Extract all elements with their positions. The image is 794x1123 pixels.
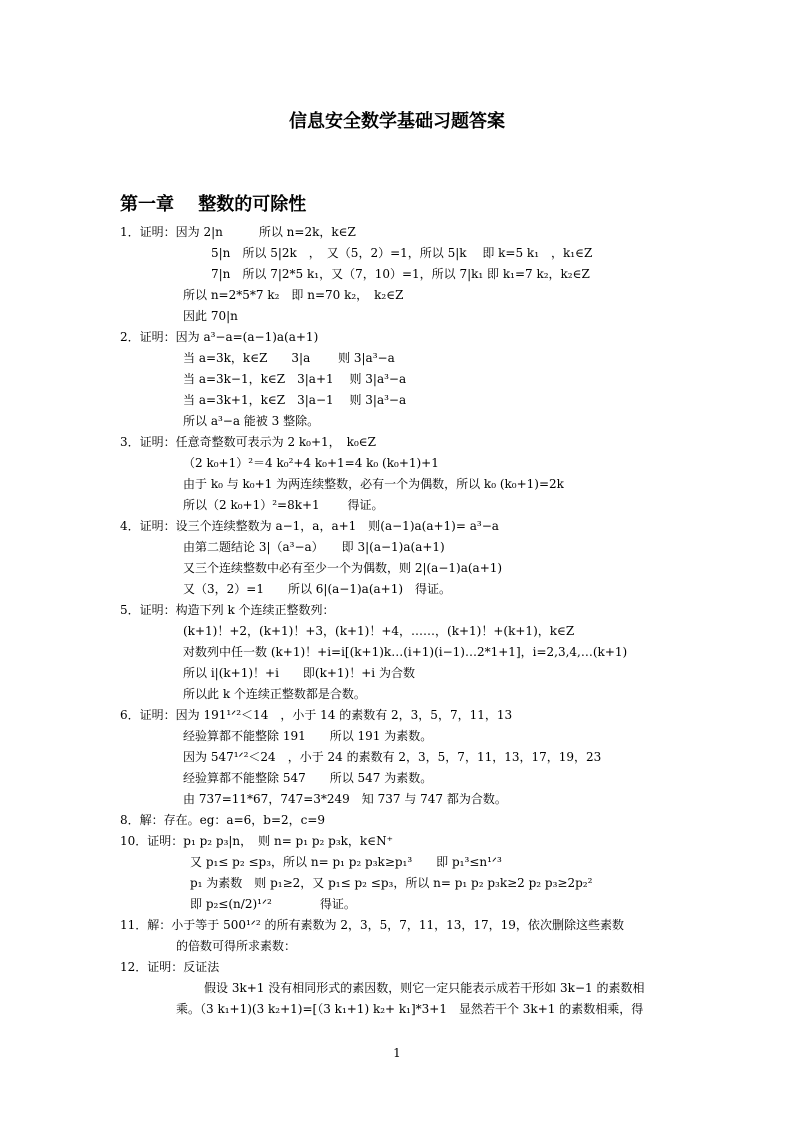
text-line: 由 737=11*67，747=3*249 知 737 与 747 都为合数。 [183,792,507,806]
text-line: p₁ 为素数 则 p₁≥2，又 p₁≤ p₂ ≤p₃，所以 n= p₁ p₂ p₃k≥2 p₂ p₃≥2p₂² [190,876,593,890]
text-line: 所以此 k 个连续正整数都是合数。 [183,687,366,701]
text-line: 由于 k₀ 与 k₀+1 为两连续整数，必有一个为偶数，所以 k₀ (k₀+1)=2k [183,477,564,491]
text-line: 假设 3k+1 没有相同形式的素因数，则它一定只能表示成若干形如 3k−1 的素数相 [204,981,645,995]
text-line: 由第二题结论 3|（a³−a） 即 3|(a−1)a(a+1) [183,540,445,554]
text-line: 3．证明：任意奇整数可表示为 2 k₀+1， k₀∈Z [120,435,376,449]
text-line: 4．证明：设三个连续整数为 a−1，a，a+1 则(a−1)a(a+1)= a³−a [120,519,499,533]
text-line: (k+1)！+2，(k+1)！+3，(k+1)！+4，……，(k+1)！+(k+1)，k∈Z [183,624,575,638]
text-line: 所以 n=2*5*7 k₂ 即 n=70 k₂， k₂∈Z [183,288,404,302]
text-line: 当 a=3k−1，k∈Z 3|a+1 则 3|a³−a [183,372,407,386]
text-line: 所以 a³−a 能被 3 整除。 [183,414,320,428]
text-line: 1．证明：因为 2|n 所以 n=2k，k∈Z [120,225,356,239]
text-line: （2 k₀+1）²＝4 k₀²+4 k₀+1=4 k₀ (k₀+1)+1 [183,456,439,470]
text-line: 当 a=3k，k∈Z 3|a 则 3|a³−a [183,351,395,365]
text-line: 即 p₂≤(n/2)¹ᐟ² 得证。 [190,897,356,911]
text-line: 又 p₁≤ p₂ ≤p₃，所以 n= p₁ p₂ p₃k≥p₁³ 即 p₁³≤n¹ᐟ³ [190,855,502,869]
text-line: 又（3，2）=1 所以 6|(a−1)a(a+1) 得证。 [183,582,452,596]
text-line: 7|n 所以 7|2*5 k₁，又（7，10）=1，所以 7|k₁ 即 k₁=7 k₂，k₂∈Z [211,267,590,281]
text-line: 乘。（3 k₁+1)(3 k₂+1)=[（3 k₁+1) k₂+ k₁]*3+1 显然若干个 3k+1 的素数相乘，得 [176,1002,644,1016]
text-line: 10．证明：p₁ p₂ p₃|n， 则 n= p₁ p₂ p₃k，k∈N⁺ [120,834,393,848]
text-line: 12．证明：反证法 [120,960,220,974]
chapter-heading: 第一章 整数的可除性 [120,194,307,215]
text-line: 6．证明：因为 191¹ᐟ²＜14 ，小于 14 的素数有 2，3，5，7，11，13 [120,708,513,722]
text-line: 因此 70|n [183,309,238,323]
text-line: 经验算都不能整除 191 所以 191 为素数。 [183,729,433,743]
text-line: 的倍数可得所求素数： [176,939,297,953]
page-number: 1 [393,1046,401,1060]
text-line: 对数列中任一数 (k+1)！+i=i[(k+1)k…(i+1)(i−1)…2*1+1]，i=2,3,4,…(k+1) [183,645,628,659]
text-line: 经验算都不能整除 547 所以 547 为素数。 [183,771,433,785]
document-title: 信息安全数学基础习题答案 [289,111,505,132]
text-line: 5．证明：构造下列 k 个连续正整数列： [120,603,335,617]
text-line: 所以 i|(k+1)！+i 即(k+1)！+i 为合数 [183,666,415,680]
text-line: 11．解：小于等于 500¹ᐟ² 的所有素数为 2，3，5，7，11，13，17，19，依次删除这些素数 [120,918,624,932]
text-line: 又三个连续整数中必有至少一个为偶数，则 2|(a−1)a(a+1) [183,561,503,575]
text-line: 2．证明：因为 a³−a=(a−1)a(a+1) [120,330,319,344]
text-line: 当 a=3k+1，k∈Z 3|a−1 则 3|a³−a [183,393,407,407]
text-line: 因为 547¹ᐟ²＜24 ，小于 24 的素数有 2，3，5，7，11，13，17，19，23 [183,750,602,764]
text-line: 8．解：存在。eg：a=6，b=2，c=9 [120,813,326,827]
text-line: 5|n 所以 5|2k ， 又（5，2）=1，所以 5|k 即 k=5 k₁ ，k₁∈Z [211,246,593,260]
text-line: 所以（2 k₀+1）²=8k+1 得证。 [183,498,384,512]
